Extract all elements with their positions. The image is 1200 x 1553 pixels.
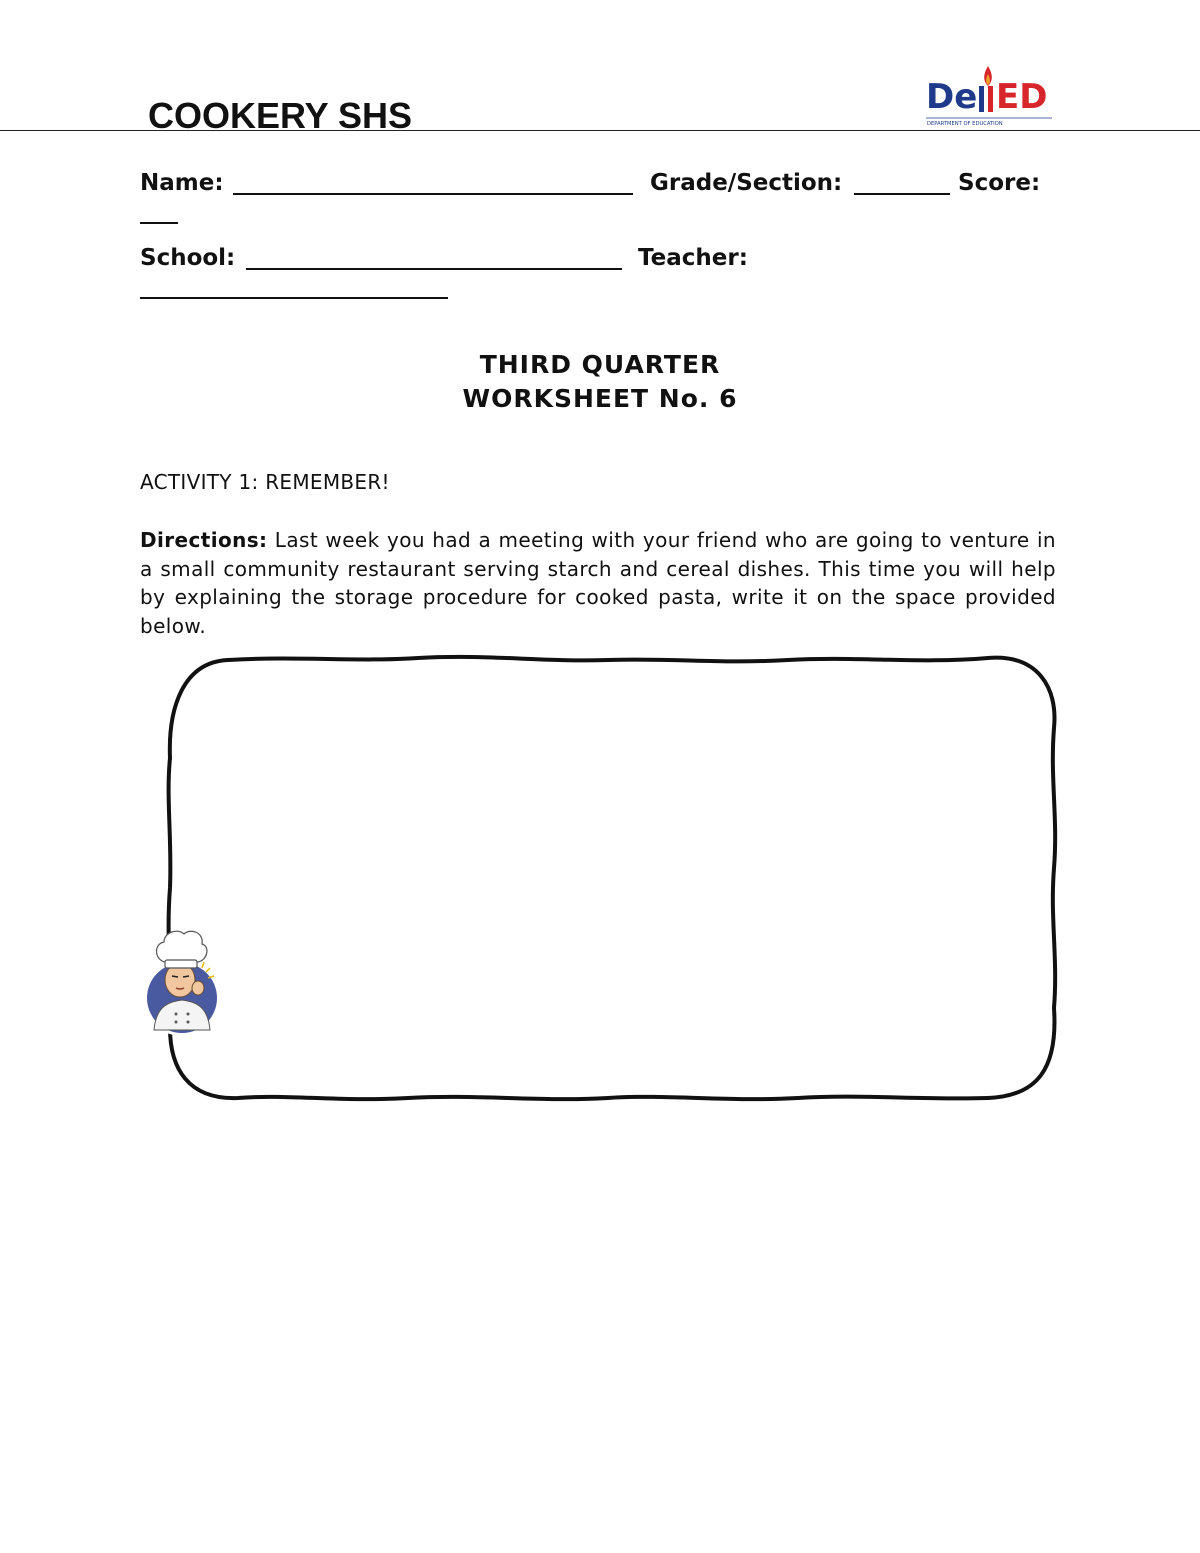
grade-section-group	[650, 168, 842, 198]
school-label: School:	[140, 245, 236, 271]
student-info-row	[140, 168, 224, 198]
grade-section-field[interactable]	[854, 193, 950, 195]
directions-paragraph	[140, 526, 1056, 640]
chef-icon	[140, 922, 226, 1040]
header-rule	[0, 130, 1200, 131]
grade-section-label: Grade/Section:	[650, 170, 843, 196]
quarter-title: THIRD QUARTER	[479, 350, 721, 379]
school-group	[140, 243, 235, 273]
teacher-group	[638, 243, 748, 273]
directions-text: Last week you had a meeting with your friend who are going to venture in a small community restaurant serving starch and cereal dishes. This time you will help by explaining the storage procedure for cooked pasta, write it on the space provided below.	[140, 528, 1056, 638]
worksheet-number: WORKSHEET No. 6	[462, 384, 738, 413]
name-label: Name:	[140, 170, 224, 196]
deped-logo	[922, 62, 1062, 130]
school-field[interactable]	[246, 268, 622, 270]
teacher-field[interactable]	[140, 297, 448, 299]
score-group	[958, 168, 1040, 198]
document-title: COOKERY SHS	[148, 95, 413, 136]
directions-label: Directions:	[140, 528, 268, 552]
activity-heading: ACTIVITY 1: REMEMBER!	[140, 470, 390, 494]
svg-text:De: De	[926, 77, 978, 117]
name-field[interactable]	[233, 193, 633, 195]
answer-box[interactable]	[158, 648, 1068, 1110]
score-label: Score:	[958, 170, 1041, 196]
svg-text:DEPARTMENT OF EDUCATION: DEPARTMENT OF EDUCATION	[927, 121, 1003, 127]
score-field[interactable]	[140, 222, 178, 224]
teacher-label: Teacher:	[638, 245, 748, 271]
svg-text:ED: ED	[996, 77, 1048, 117]
